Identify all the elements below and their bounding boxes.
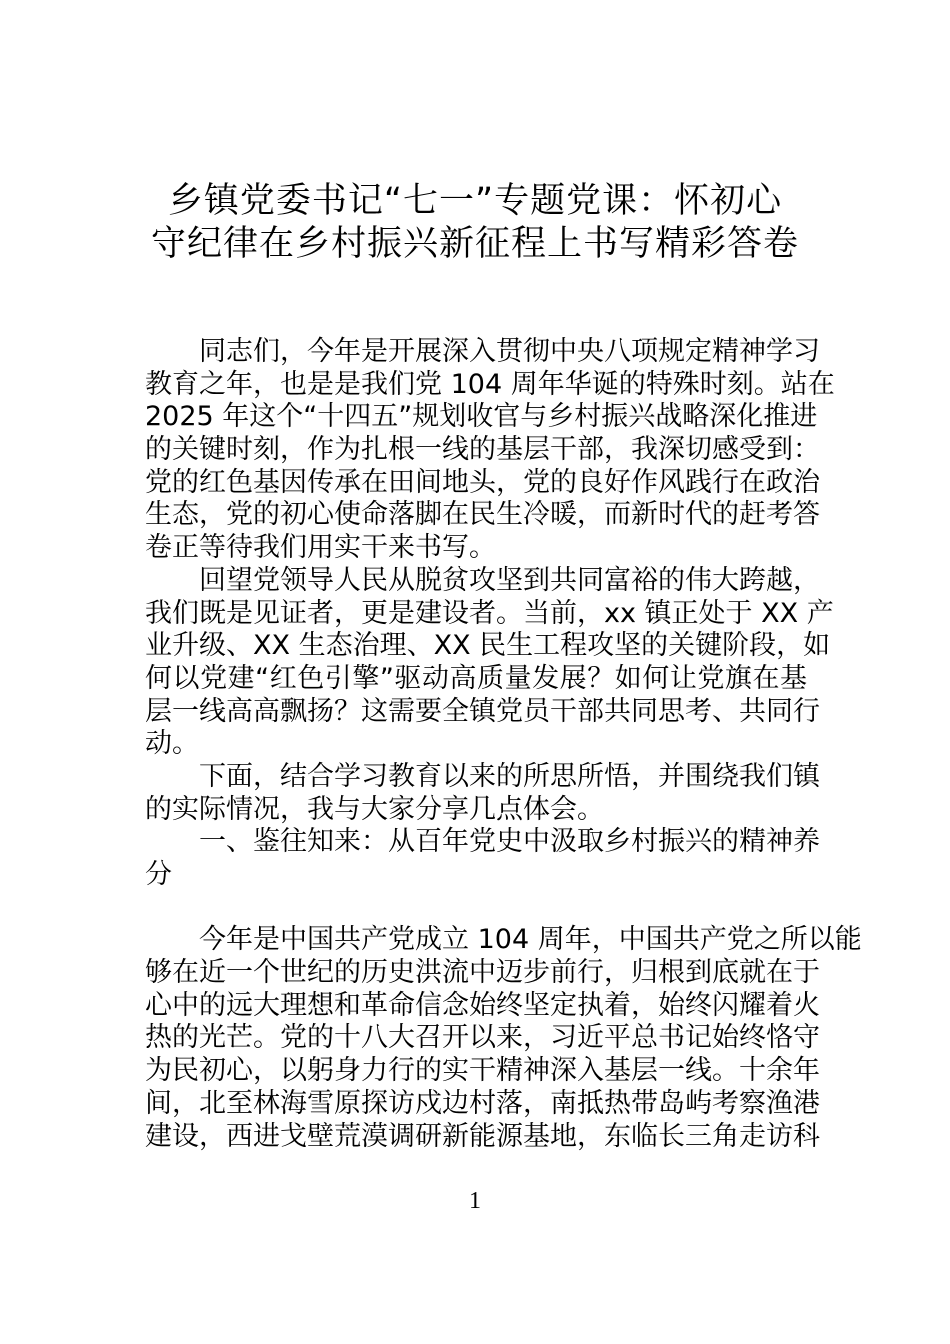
text-line: 业升级、XX 生态治理、XX 民生工程攻坚的关键阶段，如: [145, 630, 831, 662]
text-line: 卷正等待我们用实干来书写。: [145, 532, 496, 564]
section-heading: [145, 826, 820, 891]
text-line: 我们既是见证者，更是建设者。当前，xx 镇正处于 XX 产: [145, 597, 834, 629]
document-body: [145, 336, 862, 1153]
text-line: 的实际情况，我与大家分享几点体会。: [145, 793, 604, 825]
text-line: 2025 年这个“十四五”规划收官与乡村振兴战略深化推进: [145, 401, 818, 433]
text-line: 够在近一个世纪的历史洪流中迈步前行，归根到底就在于: [145, 957, 820, 989]
text-line: 回望党领导人民从脱贫攻坚到共同富裕的伟大跨越，: [199, 564, 820, 596]
paragraph: [145, 924, 862, 1153]
paragraph: [145, 336, 835, 565]
text-line: 心中的远大理想和革命信念始终坚定执着，始终闪耀着火: [145, 989, 820, 1021]
text-line: 分: [145, 859, 172, 890]
page-number: 1: [469, 1188, 481, 1214]
text-line: 间，北至林海雪原探访戍边村落，南抵热带岛屿考察渔港: [145, 1087, 820, 1119]
text-line: 教育之年，也是是我们党 104 周年华诞的特殊时刻。站在: [145, 368, 835, 400]
text-line: 为民初心，以躬身力行的实干精神深入基层一线。十余年: [145, 1055, 820, 1087]
text-line: 同志们，今年是开展深入贯彻中央八项规定精神学习: [199, 336, 820, 367]
text-line: 层一线高高飘扬？这需要全镇党员干部共同思考、共同行: [145, 695, 820, 727]
paragraph: [145, 564, 834, 761]
text-line: 一、鉴往知来：从百年党史中汲取乡村振兴的精神养: [199, 826, 820, 858]
document-title-line-2: 守纪律在乡村振兴新征程上书写精彩答卷: [150, 224, 799, 264]
text-line: 生态，党的初心使命落脚在民生冷暖，而新时代的赶考答: [145, 499, 820, 531]
text-line: 今年是中国共产党成立 104 周年，中国共产党之所以能: [199, 924, 862, 956]
text-line: 何以党建“红色引擎”驱动高质量发展？如何让党旗在基: [145, 662, 807, 694]
text-line: 建设，西进戈壁荒漠调研新能源基地，东临长三角走访科: [145, 1120, 820, 1152]
text-line: 党的红色基因传承在田间地头，党的良好作风践行在政治: [145, 466, 820, 498]
document-title-line-1: 乡镇党委书记“七一”专题党课：怀初心: [167, 181, 783, 221]
paragraph: [145, 760, 820, 826]
text-line: 热的光芒。党的十八大召开以来，习近平总书记始终恪守: [145, 1022, 820, 1054]
text-line: 动。: [145, 728, 199, 760]
text-line: 下面，结合学习教育以来的所思所悟，并围绕我们镇: [199, 760, 820, 792]
text-line: 的关键时刻，作为扎根一线的基层干部，我深切感受到：: [145, 434, 820, 466]
